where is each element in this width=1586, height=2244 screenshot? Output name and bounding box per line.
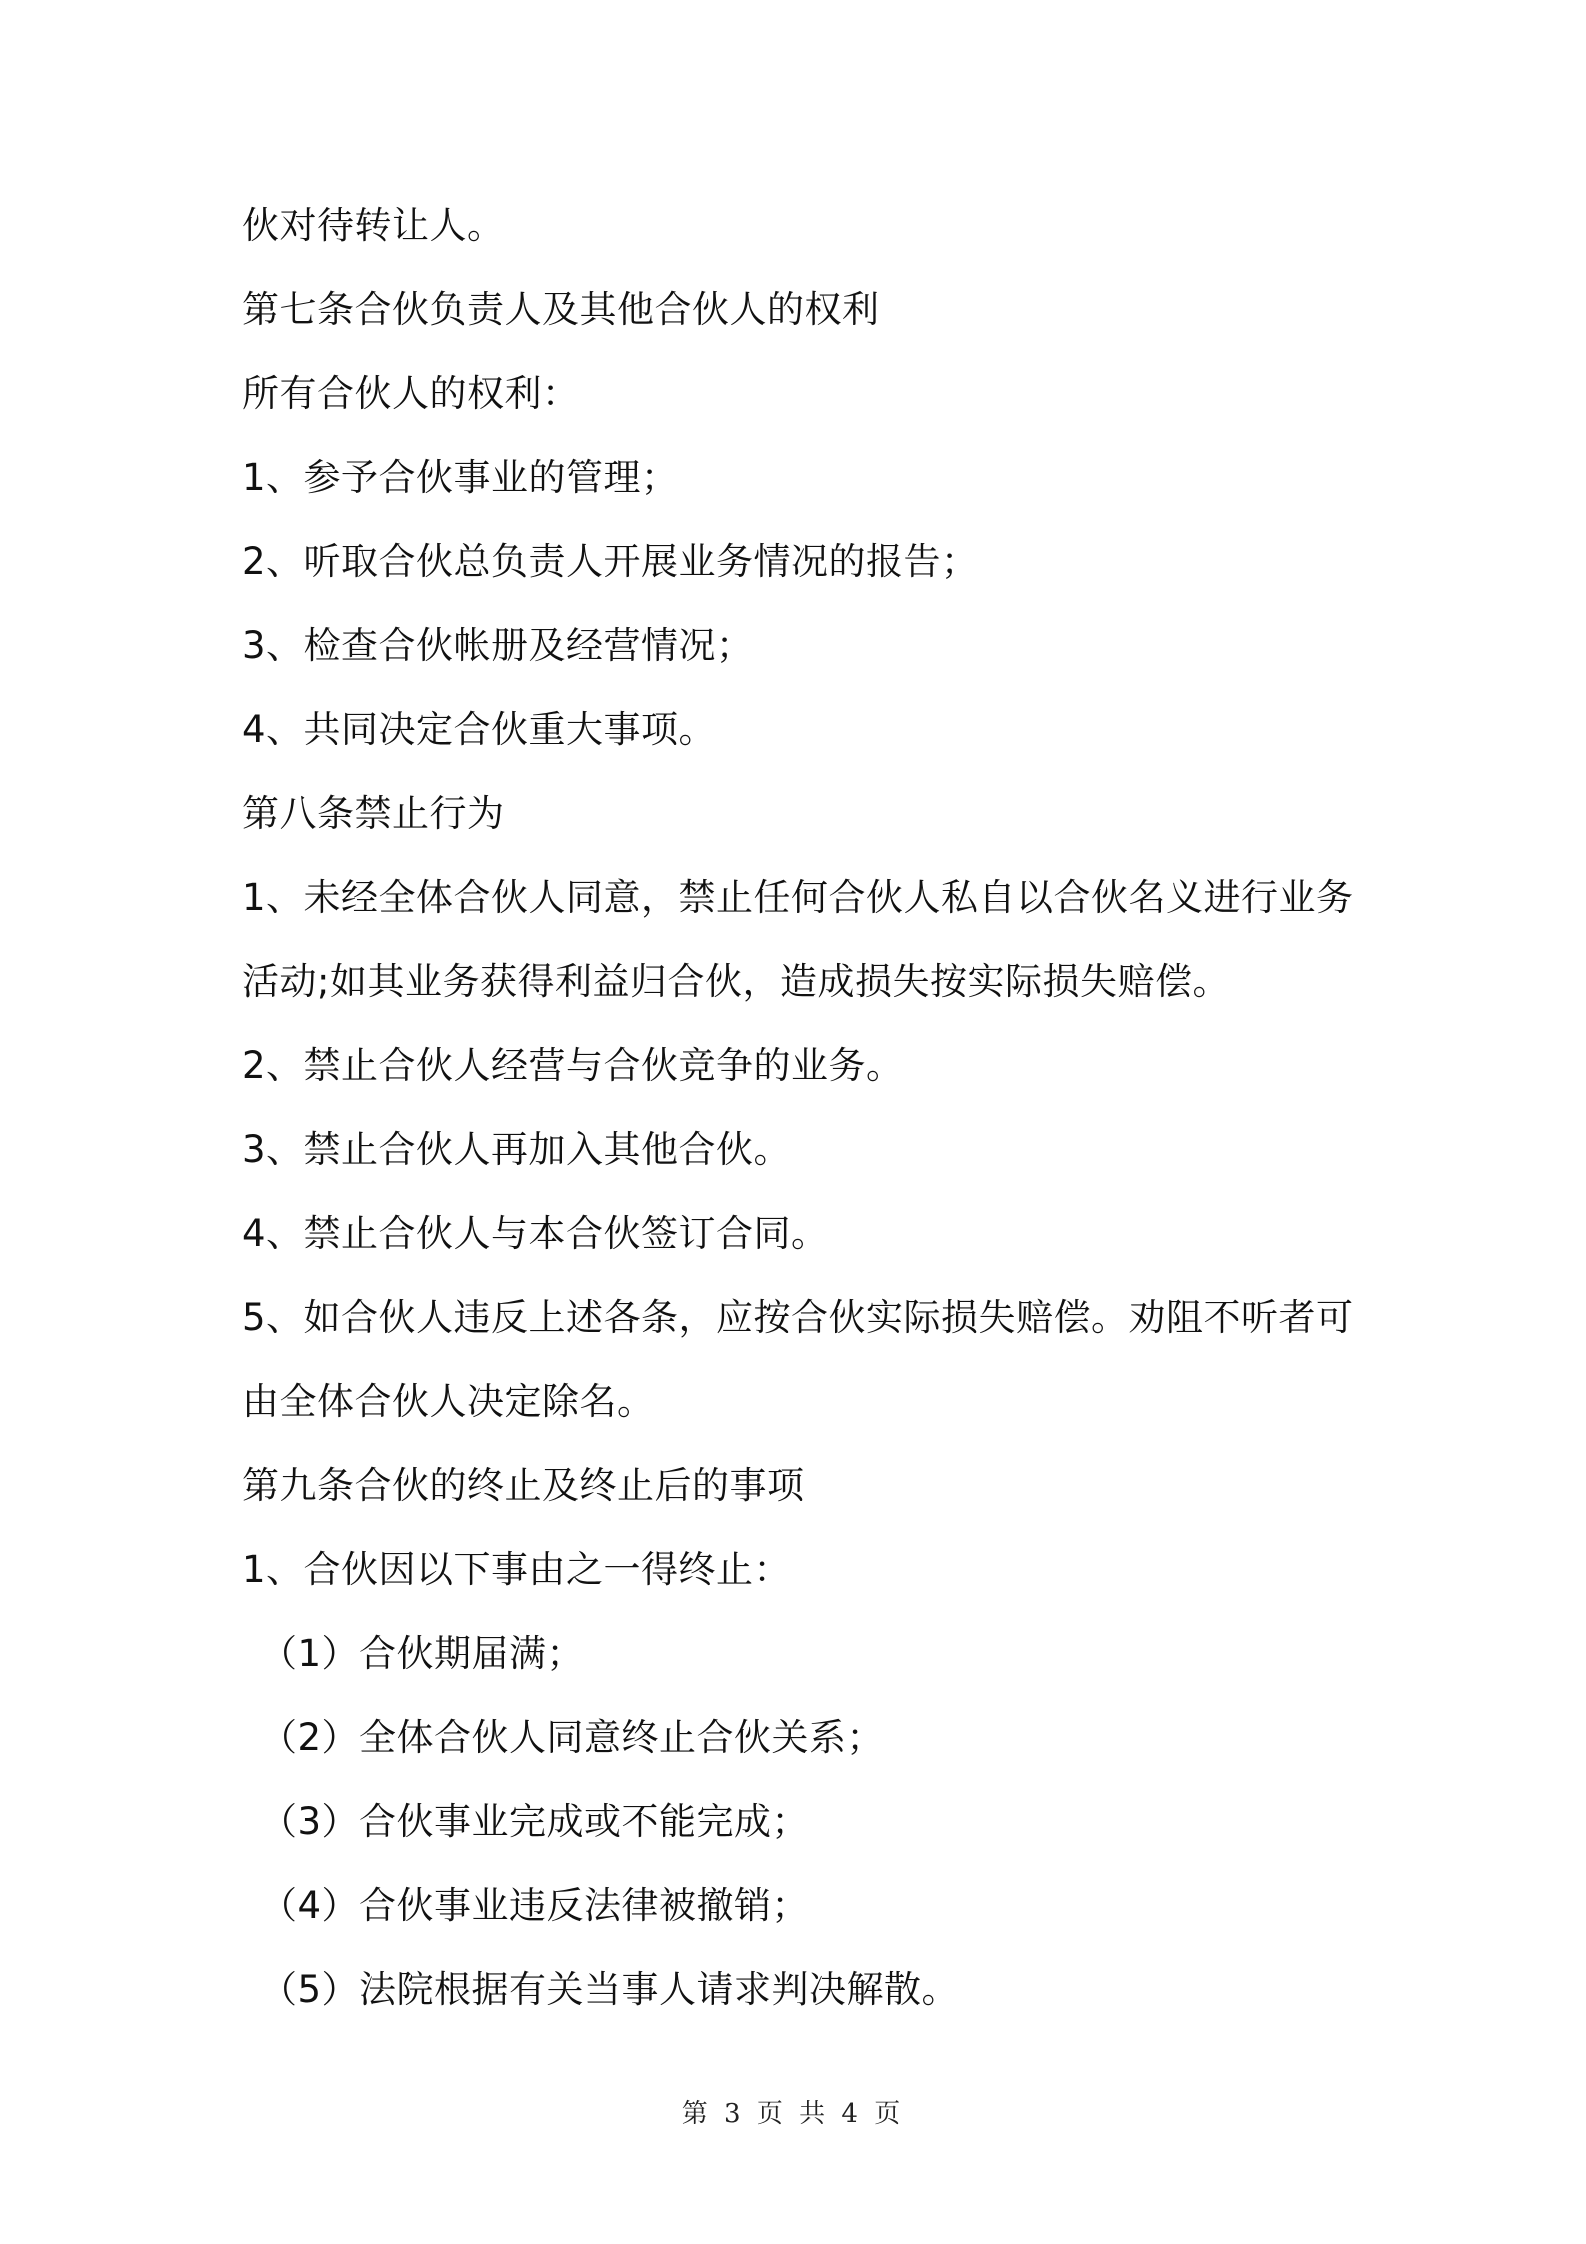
paragraph-line: 伙对待转让人。 (242, 204, 505, 247)
list-item: 2、听取合伙总负责人开展业务情况的报告； (242, 540, 979, 583)
sub-list-item: （1）合伙期届满； (260, 1632, 585, 1675)
section-heading-article-7: 第七条合伙负责人及其他合伙人的权利 (242, 288, 880, 331)
list-item: 5、如合伙人违反上述各条，应按合伙实际损失赔偿。劝阻不听者可 (242, 1296, 1354, 1339)
sub-list-item: （5）法院根据有关当事人请求判决解散。 (260, 1968, 960, 2011)
paragraph-line: 所有合伙人的权利： (242, 372, 580, 415)
list-item: 3、检查合伙帐册及经营情况； (242, 624, 754, 667)
sub-list-item: （4）合伙事业违反法律被撤销； (260, 1884, 810, 1927)
list-item: 3、禁止合伙人再加入其他合伙。 (242, 1128, 792, 1171)
list-item: 1、未经全体合伙人同意，禁止任何合伙人私自以合伙名义进行业务 (242, 876, 1354, 919)
paragraph-line: 由全体合伙人决定除名。 (242, 1380, 655, 1423)
list-item: 4、禁止合伙人与本合伙签订合同。 (242, 1212, 829, 1255)
page-number-footer: 第 3 页 共 4 页 (681, 2099, 905, 2129)
list-item: 4、共同决定合伙重大事项。 (242, 708, 717, 751)
list-item: 1、参予合伙事业的管理； (242, 456, 679, 499)
section-heading-article-8: 第八条禁止行为 (242, 792, 505, 835)
paragraph-line: 活动;如其业务获得利益归合伙，造成损失按实际损失赔偿。 (242, 960, 1230, 1003)
sub-list-item: （2）全体合伙人同意终止合伙关系； (260, 1716, 885, 1759)
sub-list-item: （3）合伙事业完成或不能完成； (260, 1800, 810, 1843)
section-heading-article-9: 第九条合伙的终止及终止后的事项 (242, 1464, 805, 1507)
list-item: 2、禁止合伙人经营与合伙竞争的业务。 (242, 1044, 904, 1087)
list-item: 1、合伙因以下事由之一得终止： (242, 1548, 792, 1591)
